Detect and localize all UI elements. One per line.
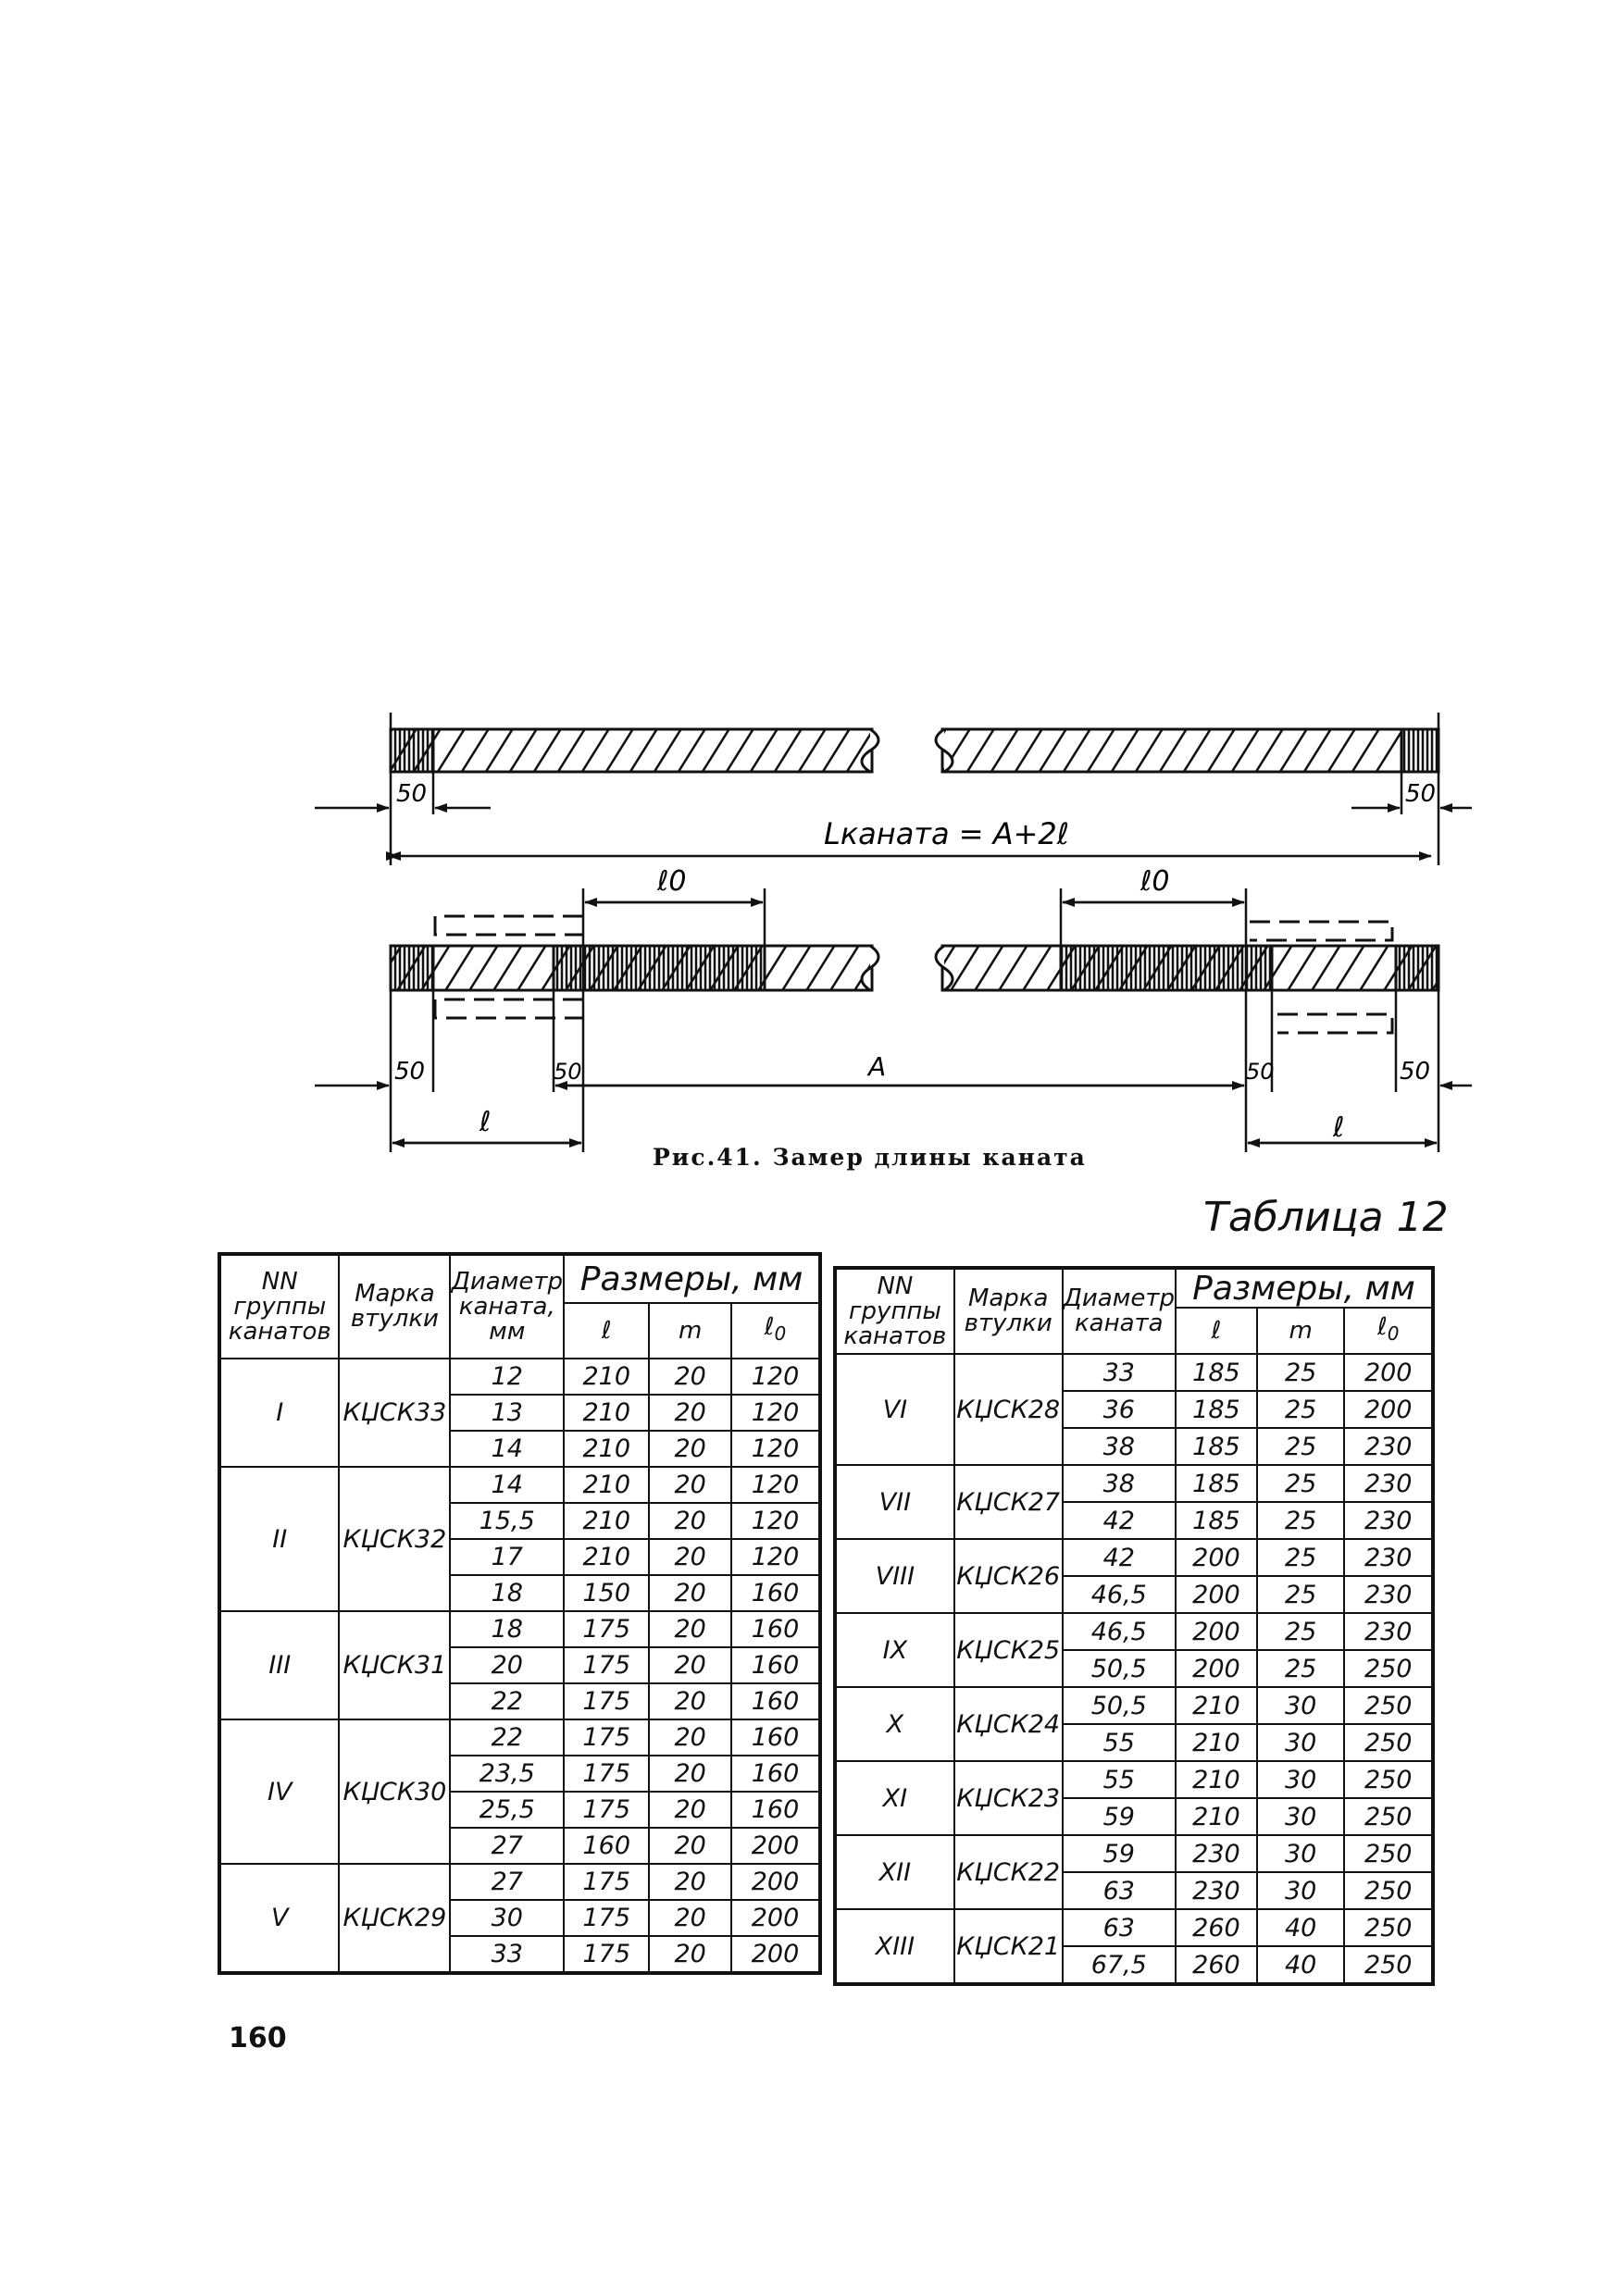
size-l0: 230	[1344, 1613, 1433, 1650]
size-l: 185	[1176, 1465, 1257, 1502]
header-group: NN группы канатов	[219, 1254, 339, 1359]
rope-diameter: 63	[1063, 1909, 1176, 1946]
label-l0-right: ℓ0	[1140, 865, 1170, 898]
right-table	[833, 1266, 1435, 1986]
size-l0: 160	[731, 1792, 820, 1828]
size-l0: 250	[1344, 1872, 1433, 1909]
sleeve-mark: КЏСК26	[954, 1539, 1063, 1613]
size-l0: 230	[1344, 1502, 1433, 1539]
size-l: 175	[564, 1647, 649, 1683]
size-l0: 230	[1344, 1465, 1433, 1502]
size-l0: 250	[1344, 1798, 1433, 1835]
size-l: 185	[1176, 1354, 1257, 1391]
size-m: 20	[649, 1756, 731, 1792]
size-l0: 200	[1344, 1354, 1433, 1391]
dim-50-bottom-1: 50	[394, 1058, 426, 1086]
label-A: A	[868, 1051, 887, 1082]
header-diameter: Диаметр каната, мм	[450, 1254, 564, 1359]
size-m: 30	[1257, 1835, 1345, 1872]
size-l0: 230	[1344, 1576, 1433, 1613]
size-m: 20	[649, 1683, 731, 1719]
sleeve-mark: КЏСК32	[339, 1467, 450, 1611]
rope-diameter: 12	[450, 1359, 564, 1395]
group-number: I	[219, 1359, 339, 1467]
sleeve-mark: КЏСК21	[954, 1909, 1063, 1984]
size-l0: 160	[731, 1575, 820, 1611]
header-mark: Марка втулки	[339, 1254, 450, 1359]
size-m: 25	[1257, 1391, 1345, 1428]
rope-diameter: 30	[450, 1900, 564, 1936]
size-l0: 250	[1344, 1761, 1433, 1798]
size-m: 25	[1257, 1576, 1345, 1613]
group-number: VI	[835, 1354, 954, 1465]
rope-top	[391, 729, 1438, 772]
size-m: 20	[649, 1539, 731, 1575]
size-l: 175	[564, 1611, 649, 1647]
size-m: 25	[1257, 1539, 1345, 1576]
rope-diameter: 50,5	[1063, 1687, 1176, 1724]
size-l: 175	[564, 1756, 649, 1792]
size-m: 25	[1257, 1354, 1345, 1391]
sleeve-mark: КЏСК24	[954, 1687, 1063, 1761]
size-l: 185	[1176, 1428, 1257, 1465]
group-number: V	[219, 1864, 339, 1973]
table-row	[219, 1359, 820, 1395]
header-l0: ℓ$_0$	[731, 1303, 820, 1359]
size-l0: 160	[731, 1719, 820, 1756]
group-number: II	[219, 1467, 339, 1611]
header-l: ℓ	[1176, 1308, 1257, 1354]
header-sizes: Размеры, мм	[1176, 1268, 1433, 1308]
size-l: 175	[564, 1719, 649, 1756]
left-table	[218, 1252, 822, 1975]
size-l: 260	[1176, 1909, 1257, 1946]
size-l0: 250	[1344, 1687, 1433, 1724]
right-table-body	[835, 1354, 1433, 1984]
size-l0: 250	[1344, 1650, 1433, 1687]
size-l0: 160	[731, 1683, 820, 1719]
group-number: X	[835, 1687, 954, 1761]
size-l0: 200	[731, 1900, 820, 1936]
label-l0-left: ℓ0	[657, 865, 687, 898]
size-l0: 250	[1344, 1946, 1433, 1984]
size-l: 175	[564, 1864, 649, 1900]
size-m: 20	[649, 1503, 731, 1539]
dim-50-bottom-2: 50	[554, 1059, 582, 1085]
table-row	[835, 1835, 1433, 1872]
size-l0: 230	[1344, 1539, 1433, 1576]
sleeve-mark: КЏСК23	[954, 1761, 1063, 1835]
size-l0: 120	[731, 1359, 820, 1395]
left-table-body	[219, 1359, 820, 1973]
rope-diameter: 42	[1063, 1539, 1176, 1576]
group-number: XII	[835, 1835, 954, 1909]
group-number: XI	[835, 1761, 954, 1835]
group-number: IV	[219, 1719, 339, 1864]
rope-diameter: 55	[1063, 1724, 1176, 1761]
size-l0: 230	[1344, 1428, 1433, 1465]
size-l: 210	[1176, 1724, 1257, 1761]
sleeve-mark: КЏСК29	[339, 1864, 450, 1973]
group-number: XIII	[835, 1909, 954, 1984]
rope-diameter: 59	[1063, 1798, 1176, 1835]
header-sizes: Размеры, мм	[564, 1254, 820, 1303]
size-m: 40	[1257, 1909, 1345, 1946]
size-l0: 160	[731, 1611, 820, 1647]
sleeve-mark: КЏСК31	[339, 1611, 450, 1719]
size-m: 20	[649, 1611, 731, 1647]
dim-50-bottom-4: 50	[1400, 1058, 1431, 1086]
group-number: VIII	[835, 1539, 954, 1613]
size-m: 25	[1257, 1428, 1345, 1465]
rope-diameter: 17	[450, 1539, 564, 1575]
rope-diameter: 27	[450, 1864, 564, 1900]
size-m: 30	[1257, 1761, 1345, 1798]
rope-diameter: 67,5	[1063, 1946, 1176, 1984]
size-l0: 120	[731, 1395, 820, 1431]
size-m: 20	[649, 1936, 731, 1973]
rope-diameter: 38	[1063, 1465, 1176, 1502]
rope-bottom	[391, 916, 1438, 1033]
size-m: 20	[649, 1359, 731, 1395]
dim-50-top-right: 50	[1405, 780, 1437, 808]
size-l: 200	[1176, 1650, 1257, 1687]
size-l: 230	[1176, 1872, 1257, 1909]
dim-50-bottom-3: 50	[1246, 1059, 1275, 1085]
table-row	[219, 1864, 820, 1900]
header-diameter: Диаметр каната	[1063, 1268, 1176, 1354]
rope-diameter: 33	[1063, 1354, 1176, 1391]
group-number: III	[219, 1611, 339, 1719]
rope-diameter: 36	[1063, 1391, 1176, 1428]
size-l: 200	[1176, 1613, 1257, 1650]
figure-caption: Рис.41. Замер длины каната	[653, 1144, 1087, 1171]
sleeve-mark: КЏСК33	[339, 1359, 450, 1467]
size-m: 20	[649, 1647, 731, 1683]
sleeve-mark: КЏСК25	[954, 1613, 1063, 1687]
size-l0: 200	[731, 1864, 820, 1900]
page-number: 160	[229, 2022, 287, 2054]
size-m: 20	[649, 1467, 731, 1503]
header-group: NN группы канатов	[835, 1268, 954, 1354]
table-row	[835, 1687, 1433, 1724]
size-m: 20	[649, 1395, 731, 1431]
header-mark: Марка втулки	[954, 1268, 1063, 1354]
size-l: 185	[1176, 1502, 1257, 1539]
rope-diameter: 25,5	[450, 1792, 564, 1828]
table-row	[219, 1719, 820, 1756]
label-l-left: ℓ	[479, 1106, 492, 1138]
header-m: m	[649, 1303, 731, 1359]
size-l0: 160	[731, 1756, 820, 1792]
size-l: 210	[564, 1503, 649, 1539]
size-l: 160	[564, 1828, 649, 1864]
size-m: 20	[649, 1792, 731, 1828]
size-l0: 160	[731, 1647, 820, 1683]
size-m: 20	[649, 1575, 731, 1611]
rope-diameter: 23,5	[450, 1756, 564, 1792]
header-m: m	[1257, 1308, 1345, 1354]
size-l0: 200	[731, 1828, 820, 1864]
rope-diameter: 18	[450, 1575, 564, 1611]
size-l: 210	[1176, 1798, 1257, 1835]
rope-diameter: 38	[1063, 1428, 1176, 1465]
formula-label: Lканата = A+2ℓ	[824, 816, 1069, 851]
rope-diameter: 22	[450, 1683, 564, 1719]
table-row	[219, 1467, 820, 1503]
table-row	[835, 1909, 1433, 1946]
size-m: 20	[649, 1719, 731, 1756]
size-l0: 250	[1344, 1909, 1433, 1946]
size-m: 30	[1257, 1724, 1345, 1761]
size-l: 185	[1176, 1391, 1257, 1428]
rope-diameter: 42	[1063, 1502, 1176, 1539]
rope-diameter: 63	[1063, 1872, 1176, 1909]
rope-diameter: 59	[1063, 1835, 1176, 1872]
dim-50-top-left: 50	[396, 780, 428, 808]
size-l: 210	[564, 1359, 649, 1395]
rope-diameter: 55	[1063, 1761, 1176, 1798]
size-l0: 250	[1344, 1724, 1433, 1761]
size-l: 150	[564, 1575, 649, 1611]
size-l: 210	[1176, 1687, 1257, 1724]
table-row	[835, 1354, 1433, 1391]
rope-diameter: 46,5	[1063, 1576, 1176, 1613]
size-l0: 120	[731, 1539, 820, 1575]
group-number: VII	[835, 1465, 954, 1539]
rope-diameter: 33	[450, 1936, 564, 1973]
group-number: IX	[835, 1613, 954, 1687]
size-l: 175	[564, 1900, 649, 1936]
size-l0: 120	[731, 1503, 820, 1539]
size-l: 200	[1176, 1539, 1257, 1576]
rope-diameter: 46,5	[1063, 1613, 1176, 1650]
size-l: 175	[564, 1936, 649, 1973]
size-m: 20	[649, 1900, 731, 1936]
sleeve-mark: КЏСК28	[954, 1354, 1063, 1465]
table-row	[835, 1539, 1433, 1576]
header-l0: ℓ$_0$	[1344, 1308, 1433, 1354]
rope-diameter: 50,5	[1063, 1650, 1176, 1687]
size-l0: 120	[731, 1431, 820, 1467]
rope-diameter: 13	[450, 1395, 564, 1431]
size-l: 210	[1176, 1761, 1257, 1798]
table-row	[835, 1465, 1433, 1502]
size-l: 210	[564, 1431, 649, 1467]
size-l: 200	[1176, 1576, 1257, 1613]
rope-diameter: 14	[450, 1467, 564, 1503]
size-m: 20	[649, 1828, 731, 1864]
size-l: 175	[564, 1683, 649, 1719]
header-l: ℓ	[564, 1303, 649, 1359]
size-l0: 120	[731, 1467, 820, 1503]
size-l: 230	[1176, 1835, 1257, 1872]
sleeve-mark: КЏСК27	[954, 1465, 1063, 1539]
size-m: 30	[1257, 1687, 1345, 1724]
size-l0: 250	[1344, 1835, 1433, 1872]
size-l: 260	[1176, 1946, 1257, 1984]
size-l0: 200	[1344, 1391, 1433, 1428]
size-l0: 200	[731, 1936, 820, 1973]
size-m: 40	[1257, 1946, 1345, 1984]
size-m: 20	[649, 1864, 731, 1900]
label-l-right: ℓ	[1333, 1111, 1345, 1144]
size-l: 210	[564, 1467, 649, 1503]
table-row	[219, 1611, 820, 1647]
sleeve-mark: КЏСК22	[954, 1835, 1063, 1909]
rope-diameter: 20	[450, 1647, 564, 1683]
size-m: 30	[1257, 1872, 1345, 1909]
rope-diameter: 15,5	[450, 1503, 564, 1539]
rope-diameter: 27	[450, 1828, 564, 1864]
size-m: 25	[1257, 1613, 1345, 1650]
table-row	[835, 1761, 1433, 1798]
size-l: 210	[564, 1539, 649, 1575]
rope-diameter: 18	[450, 1611, 564, 1647]
size-m: 20	[649, 1431, 731, 1467]
table-title: Таблица 12	[1203, 1194, 1449, 1241]
size-m: 25	[1257, 1650, 1345, 1687]
size-m: 25	[1257, 1502, 1345, 1539]
size-l: 210	[564, 1395, 649, 1431]
sleeve-mark: КЏСК30	[339, 1719, 450, 1864]
table-row	[835, 1613, 1433, 1650]
size-l: 175	[564, 1792, 649, 1828]
rope-diameter: 14	[450, 1431, 564, 1467]
size-m: 25	[1257, 1465, 1345, 1502]
size-m: 30	[1257, 1798, 1345, 1835]
rope-diameter: 22	[450, 1719, 564, 1756]
